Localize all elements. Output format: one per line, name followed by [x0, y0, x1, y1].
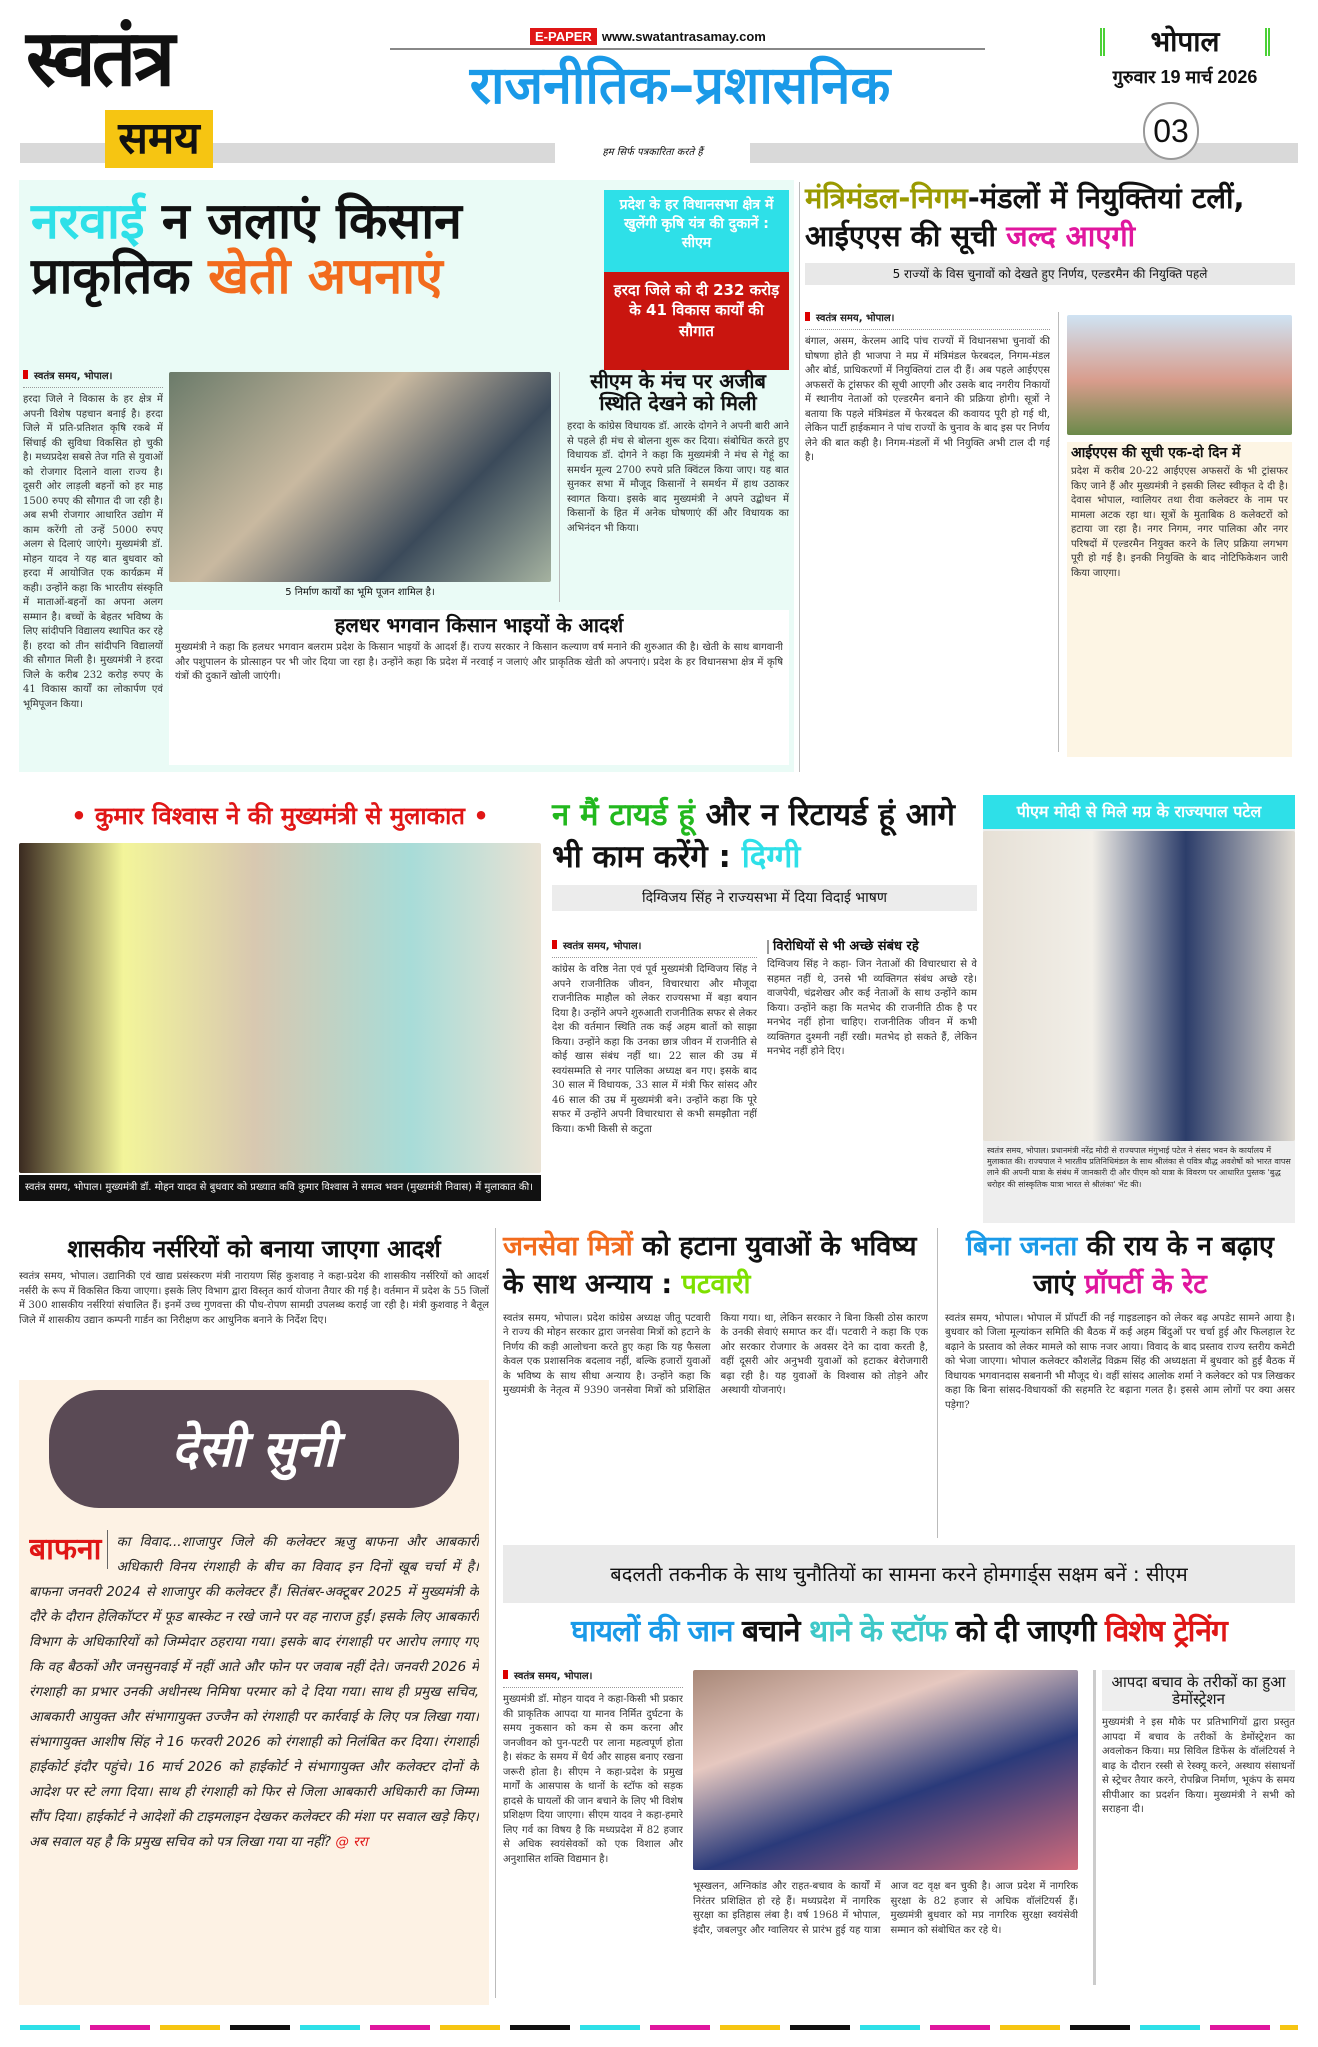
- kumar-story: [19, 795, 541, 1223]
- digvijay-headline: [552, 795, 977, 879]
- photo-caption: स्वतंत्र समय, भोपाल। प्रधानमंत्री नरेंद्र मोदी से राज्यपाल मंगुभाई पटेल ने संसद भवन के कार्यालय में मुलाकात की। राज्यपाल ने भारतीय प्रतिनिधिमंडल के साथ श्रीलंका से पवित्र बौद्ध अवशेषों को भारत वापस लाने की अपनी यात्रा के संबंध में जानकारी दी और पीएम को यात्रा के विवरण पर आधारित पुस्तक 'बुद्ध धरोहर की सांस्कृतिक यात्रा भारत से श्रीलंका' भेंट की।: [987, 1146, 1291, 1189]
- lead-headline: [31, 194, 601, 304]
- property-headline: [945, 1228, 1295, 1304]
- modi-headline: पीएम मोदी से मिले मप्र के राज्यपाल पटेल: [983, 795, 1295, 829]
- deck: बदलती तकनीक के साथ चुनौतियों का सामना करने होमगार्ड्स सक्षम बनें : सीएम: [503, 1545, 1295, 1603]
- photo-demonstration: [693, 1670, 1078, 1870]
- appointments-headline: [805, 180, 1295, 255]
- article-body: मुख्यमंत्री ने इस मौके पर प्रतिभागियों द्वारा प्रस्तुत आपदा में बचाव के तरीकों के डेमोंस्ट्रेशन का अवलोकन किया। मप्र सिविल डिफेंस के वॉलंटियर्स ने बाढ़ के दौरान रस्सी से रेस्क्यू करने, अस्थाय संसाधनों से स्ट्रेचर तैयार करने, रोपब्रिज निर्माण, भूकंप के समय सीपीआर का प्रदर्शन किया। मुख्यमंत्री ने सभी को सराहना दी।: [1102, 1717, 1295, 1815]
- homeguard-story: [503, 1545, 1295, 2005]
- byline: स्वतंत्र समय, भोपाल।: [503, 1670, 683, 1688]
- headline-part: नरवाई: [31, 192, 145, 250]
- article-body: दिग्विजय सिंह ने कहा- जिन नेताओं की विचारधारा से वे सहमत नहीं थे, उनसे भी व्यक्तिगत संबंध अच्छे रहे। वाजपेयी, चंद्रशेखर और कई नेताओं के साथ उन्होंने काम किया। उन्होंने कहा कि मतभेद की राजनीति ठीक है पर मनभेद नहीं होना चाहिए। राजनीतिक जीवन में कभी व्यक्तिगत दुश्मनी नहीं रखी। मतभेद हो सकते हैं, लेकिन मनभेद नहीं होने दिए।: [767, 959, 977, 1058]
- photo-caption: स्वतंत्र समय, भोपाल। मुख्यमंत्री डॉ. मोहन यादव से बुधवार को प्रख्यात कवि कुमार विश्वास ने समत्व भवन (मुख्यमंत्री निवास) में मुलाकात की।: [19, 1175, 541, 1201]
- epaper-link[interactable]: [530, 28, 766, 46]
- subheading: आईएएस की सूची एक-दो दिन में: [1071, 445, 1241, 461]
- nurseries-story: [19, 1228, 489, 1373]
- headline-part: न जलाएं किसान: [161, 192, 462, 250]
- headline-part: प्रॉपर्टी के रेट: [1084, 1268, 1207, 1300]
- edition-date: गुरुवार 19 मार्च 2026: [1112, 67, 1258, 87]
- lead-story: [19, 180, 794, 772]
- article-body: भूस्खलन, अग्निकांड और राहत-बचाव के कार्यों में निरंतर प्रशिक्षित हो रहे हैं। मध्यप्रदेश में नागरिक सुरक्षा का इतिहास लंबा है। वर्ष 1968 में भोपाल, इंदौर, जबलपुर और ग्वालियर से प्रारंभ हुई यह यात्रा आज वट वृक्ष बन चुकी है। आज प्रदेश में नागरिक सुरक्षा के 82 हजार से अधिक वॉलंटियर्स हैं। मुख्यमंत्री बुधवार को मप्र नागरिक सुरक्षा स्वयंसेवी सम्मान को संबोधित कर रहे थे।: [693, 1881, 1078, 1936]
- photo-caption: 5 निर्माण कार्यों का भूमि पूजन शामिल है।: [285, 587, 435, 598]
- article-body: स्वतंत्र समय, भोपाल। उद्यानिकी एवं खाद्य प्रसंस्करण मंत्री नारायण सिंह कुशवाह ने कहा-प्रदेश की शासकीय नर्सरियों को आदर्श नर्सरी के रूप में विकसित किया जाएगा। इसके लिए विभाग द्वारा विस्तृत कार्य योजना तैयार की गई है। वर्तमान में प्रदेश के 55 जिलों में 300 शासकीय नर्सरियां संचालित हैं। इनमें उच्च गुणवत्ता की पौध-रोपण सामग्री उपलब्ध कराई जा रही है। मंत्री कुशवाह ने बैतूल जिले में शासकीय उद्यान कम्पनी गार्डन का निरीक्षण कर आधुनिक बनाने के निर्देश दिए।: [19, 1271, 489, 1326]
- headline-part: बचाने: [741, 1614, 800, 1649]
- headline-part: की राय के न बढ़ाए जाएं: [1033, 1231, 1274, 1300]
- article-body: हरदा जिले ने विकास के हर क्षेत्र में अपनी विशेष पहचान बनाई है। हरदा जिले में प्रति-प्रतिशत कृषि रकबे में सिंचाई की सुविधा विकसित हो चुकी है। मध्यप्रदेश सबसे तेज गति से युवाओं को रोजगार दिलाने वाला राज्य है। दूसरी ओर लाड़ली बहनों को हर माह 1500 रुपए की सौगात दी जा रही है। अब सभी रोजगार आधारित उद्योग में काम करेंगी तो उन्हें 5000 रुपए अलग से दिलाएं जाएंगे। मुख्यमंत्री डॉ. मोहन यादव ने यह बात बुधवार को हरदा में आयोजित एक कार्यक्रम में कही। उन्होंने कहा कि भारतीय संस्कृति में माताओं-बहनों का अपना अलग सम्मान है। बच्चों के बेहतर भविष्य के लिए सांदीपनि विद्यालय स्थापित कर रहे हैं। हरदा को तीन सांदीपनि विद्यालयों की सौगात मिली है। मुख्यमंत्री ने हरदा जिले के करीब 232 करोड़ रुपए के 41 विकास कार्यों का लोकार्पण एवं भूमिपूजन किया।: [23, 394, 163, 710]
- page-number: 03: [1143, 102, 1199, 160]
- property-story: [945, 1228, 1295, 1538]
- subheading: हलधर भगवान किसान भाइयों के आदर्श: [334, 613, 624, 637]
- kumar-headline: • कुमार विश्वास ने की मुख्यमंत्री से मुलाकात •: [71, 802, 489, 830]
- section-title: राजनीतिक–प्रशासनिक: [469, 56, 891, 116]
- nurseries-headline: शासकीय नर्सरियों को बनाया जाएगा आदर्श: [67, 1235, 441, 1263]
- article-body: मुख्यमंत्री डॉ. मोहन यादव ने कहा-किसी भी प्रकार की प्राकृतिक आपदा या मानव निर्मित दुर्घटना के समय नुकसान को कम से कम करना और जनजीवन को पुन-पटरी पर लाना महत्वपूर्ण होता है। संकट के समय में धैर्य और साहस बनाए रखना जरूरी होता है। सीएम ने कहा-प्रदेश के प्रमुख मार्गों के आसपास के थानों के स्टॉफ को सड़क हादसे के घायलों की जान बचाने के लिए भी विशेष प्रशिक्षण दिया जाएगा। सीएम यादव ने कहा-हमारे लिए गर्व का विषय है कि मध्यप्रदेश में 82 हजार से अधिक स्वयंसेवकों को एक विशाल और अनुशासित शक्ति विद्यमान है।: [503, 1694, 683, 1865]
- deck: दिग्विजय सिंह ने राज्यसभा में दिया विदाई भाषण: [552, 885, 977, 911]
- appointments-story: [805, 180, 1295, 772]
- column-text: का विवाद...शाजापुर जिले की कलेक्टर ऋजु बाफना और आबकारी अधिकारी विनय रंगशाही के बीच का विवाद इन दिनों खूब चर्चा में है। बाफना जनवरी 2024 से शाजापुर की कलेक्टर हैं। सितंबर-अक्टूबर 2025 में मुख्यमंत्री के दौरे के दौरान हेलिकॉप्टर में फूड बास्केट न रखे जाने पर वह नाराज हुईं। इसके लिए आबकारी विभाग के अधिकारियों को जिम्मेदार ठहराया गया। इसके बाद रंगशाही पर आरोप लगाए गए कि वह बैठकों और जनसुनवाई में नहीं आते और फोन पर जवाब नहीं देते। जनवरी 2026 में रंगशाही का प्रभार उनकी अधीनस्थ निमिषा परमार को दे दिया गया। साथ ही प्रमुख सचिव, आबकारी आयुक्त और संभागायुक्त उज्जैन को रंगशाही पर कार्रवाई के लिए पत्र लिखा गया। संभागायुक्त आशीष सिंह ने 16 फरवरी 2026 को रंगशाही को निलंबित कर दिया। रंगशाही हाईकोर्ट इंदौर पहुंचे। 16 मार्च 2026 को हाईकोर्ट ने संभागायुक्त और कलेक्टर दोनों के आदेश पर स्टे लगा दिया। साथ ही रंगशाही को फिर से जिला आबकारी अधिकारी का जिम्मा सौंप दिया। हाईकोर्ट ने आदेशों की टाइमलाइन देखकर कलेक्टर की मंशा पर सवाल खड़े किए। अब सवाल यह है कि प्रमुख सचिव को पत्र लिखा गया या नहीं?: [29, 1534, 479, 1850]
- janseva-headline: [503, 1228, 928, 1304]
- subheading: सीएम के मंच पर अजीब स्थिति देखने को मिली: [590, 369, 766, 415]
- headline-part: जल्द आएगी: [1006, 218, 1136, 253]
- modi-story: [983, 795, 1295, 1223]
- headline-part: को दी जाएगी: [955, 1614, 1096, 1649]
- side-box-red: हरदा जिले को दी 232 करोड़ के 41 विकास कार्यों की सौगात: [604, 272, 789, 370]
- photo-building: [1067, 315, 1292, 435]
- article-body: मुख्यमंत्री ने कहा कि हलधर भगवान बलराम प्रदेश के किसान भाइयों के आदर्श हैं। राज्य सरकार ने किसान कल्याण वर्ष मनाने की शुरुआत की है। खेती के साथ बागवानी और पशुपालन के प्रोत्साहन पर भी जोर दिया जा रहा है। उन्होंने कहा कि प्रदेश में नरवाई न जलाएं और प्राकृतिक खेती को अपनाएं। प्रदेश के हर विधानसभा क्षेत्र में कृषि यंत्रों की दुकानें खोली जाएंगी।: [175, 642, 783, 682]
- column-keyword: बाफना: [29, 1530, 108, 1569]
- headline-text: कुमार विश्वास ने की मुख्यमंत्री से मुलाकात: [95, 802, 465, 830]
- headline-part: को हटाना युवाओं के भविष्य के साथ अन्याय :: [503, 1231, 917, 1300]
- byline: स्वतंत्र समय, भोपाल।: [805, 312, 1050, 330]
- headline-part: और न रिटायर्ड हूं आगे भी काम करेंगे :: [552, 797, 955, 875]
- subheading: विरोधियों से भी अच्छे संबंध रहे: [767, 940, 977, 954]
- divider: [390, 48, 985, 50]
- article-body: बंगाल, असम, केरलम आदि पांच राज्यों में विधानसभा चुनावों की घोषणा होते ही भाजपा ने मप्र में मंत्रिमंडल फेरबदल, निगम-मंडल और बोर्ड, प्राधिकरणों में नियुक्तियां टाल दी हैं। अब पहले आईएएस अफसरों के ट्रांसफर की सूची आएगी और उसके बाद नगरीय निकायों में स्थानीय नेताओं को एल्डरमैन बनाने की प्रक्रिया होगी। सूत्रों ने बताया कि पहले मंत्रिमंडल में फेरबदल की कवायद पूरी हो गई थी, लेकिन पार्टी हाईकमान ने पांच राज्यों के चुनाव के बाद इस पर निर्णय लेने की बात कही है। निगम-मंडलों में भी नियुक्ति अभी टाल दी गई है।: [805, 336, 1050, 463]
- side-box-cyan: प्रदेश के हर विधानसभा क्षेत्र में खुलेंगी कृषि यंत्र की दुकानें : सीएम: [604, 190, 789, 272]
- column-body: [29, 1530, 479, 1995]
- headline-part: थाने के स्टॉफ: [809, 1614, 947, 1649]
- footer-color-bar: [20, 2025, 1298, 2030]
- subheading: आपदा बचाव के तरीकों का हुआ डेमोंस्ट्रेशन: [1102, 1670, 1295, 1711]
- signature: @ ररा: [335, 1833, 368, 1850]
- headline-part: मंत्रिमंडल-निगम: [805, 181, 968, 215]
- article-body: प्रदेश में करीब 20-22 आईएएस अफसरों के भी ट्रांसफर किए जाने हैं और मुख्यमंत्री ने इसकी लिस्ट स्वीकृत दे दी है। देवास भोपाल, ग्वालियर तथा रीवा कलेक्टर के नाम पर मामला अटक रहा था। सूत्रों के मुताबिक 8 कलेक्टरों को हटाया जा रहा है। नगर निगम, नगर पालिका और नगर परिषदों में एल्डरमैन नियुक्त करने के लिए प्रक्रिया लगभग पूरी हो गई है। इनकी नियुक्ति के बाद नोटिफिकेशन जारी किया जाएगा।: [1071, 466, 1288, 579]
- deck: 5 राज्यों के विस चुनावों को देखते हुए निर्णय, एल्डरमैन की नियुक्ति पहले: [805, 263, 1295, 285]
- website[interactable]: www.swatantrasamay.com: [601, 29, 766, 44]
- edition-city: भोपाल: [1100, 28, 1270, 56]
- headline-part: -मंडलों में नियुक्तियां टलीं, आईएएस की सूची: [805, 181, 1245, 253]
- byline: स्वतंत्र समय, भोपाल।: [23, 370, 163, 388]
- headline-part: खेती अपनाएं: [208, 247, 443, 305]
- logo: स्वतंत्र: [26, 14, 172, 104]
- photo-cm-tractor: [169, 372, 551, 582]
- headline-part: बिना जनता: [966, 1231, 1078, 1262]
- article-body: स्वतंत्र समय, भोपाल। प्रदेश कांग्रेस अध्यक्ष जीतू पटवारी ने राज्य की मोहन सरकार द्वारा जनसेवा मित्रों को हटाने के निर्णय की कड़ी आलोचना करते हुए कहा कि यह फैसला केवल एक प्रशासनिक बदलाव नहीं, बल्कि हजारों युवाओं के भविष्य के साथ सीधा अन्याय है। उन्होंने कहा कि मुख्यमंत्री के नेतृत्व में 9390 जनसेवा मित्रों को प्रशिक्षित किया गया। था, लेकिन सरकार ने बिना किसी ठोस कारण के उनकी सेवाएं समाप्त कर दीं। पटवारी ने कहा कि एक ओर सरकार रोजगार के अवसर देने का दावा करती है, वहीं दूसरी ओर अनुभवी युवाओं को हटाकर बेरोजगारी बढ़ा रही है। यह युवाओं के विश्वास को तोड़ने और अस्थायी योजनाएं।: [503, 1312, 928, 1397]
- photo-modi-patel: [983, 831, 1295, 1141]
- headline-part: दिग्गी: [741, 838, 801, 875]
- headline-part: प्राकृतिक: [31, 247, 191, 305]
- janseva-story: [503, 1228, 928, 1538]
- article-body: हरदा के कांग्रेस विधायक डॉ. आरके दोगने ने अपनी बारी आने से पहले ही मंच से बोलना शुरू कर दिया। संबोधित करते हुए विधायक डॉ. दोगने ने कहा कि मुख्यमंत्री ने मंच से गेहूं का समर्थन मूल्य 2700 रुपये प्रति क्विंटल किया जाए। यह बात सुनकर सभा में मौजूद किसानों ने समर्थन में हाथ उठाकर स्वागत किया। इसके बाद मुख्यमंत्री ने अपने उद्बोधन में किसानों के हित में अनेक घोषणाएं कीं और विधायक का अभिनंदन भी किया।: [567, 421, 789, 534]
- digvijay-story: [552, 795, 977, 1223]
- headline-part: पटवारी: [681, 1268, 751, 1300]
- tagline: हम सिर्फ पत्रकारिता करते हैं: [555, 143, 750, 163]
- article-body: कांग्रेस के वरिष्ठ नेता एवं पूर्व मुख्यमंत्री दिग्विजय सिंह ने अपने राजनीतिक जीवन, विचारधारा और मौजूदा राजनीतिक माहौल को लेकर राज्यसभा में बड़ा बयान दिया है। उन्होंने अपने शुरुआती राजनीतिक सफर से लेकर देश की वर्तमान स्थिति तक कई अहम बातों को साझा किया। उन्होंने कहा कि उनका छात्र जीवन में राजनीति से कोई खास संबंध नहीं था। 22 साल की उम्र में स्वयंसम्मति से नगर पालिका अध्यक्ष बन गए। इसके बाद 30 साल में विधायक, 33 साल में मंत्री फिर सांसद और 46 साल की उम्र में मुख्यमंत्री बने। उन्होंने कहा कि पूरे सफर में उन्होंने अपनी विचारधारा से कभी समझौता नहीं किया। कभी किसी से कटुता: [552, 964, 757, 1135]
- column-title: देसी सुनी: [49, 1390, 459, 1508]
- desi-suni-column: [19, 1380, 489, 2005]
- headline-part: न मैं टायर्ड हूं: [552, 797, 695, 833]
- logo-sub: समय: [105, 110, 213, 168]
- headline-part: जनसेवा मित्रों: [503, 1231, 633, 1262]
- photo-kumar-cm: [19, 843, 541, 1173]
- headline-part: घायलों की जान: [571, 1614, 733, 1649]
- epaper-badge: E-PAPER: [530, 28, 597, 45]
- article-body: स्वतंत्र समय, भोपाल। भोपाल में प्रॉपर्टी की नई गाइडलाइन को लेकर बढ़ अपडेट सामने आया है। बुधवार को जिला मूल्यांकन समिति की बैठक में कई अहम बिंदुओं पर चर्चा हुई और फिलहाल रेट बढ़ाने के प्रस्ताव को लेकर मामले को साफ नजर आया। विवाद के बाद प्रस्ताव राज्य स्तरीय कमेटी को भेजा जाएगा। भोपाल कलेक्टर कौशलेंद्र विक्रम सिंह की अध्यक्षता में बुधवार को हुई बैठक में विधायक भगवानदास सबनानी भी मौजूद थे। वहीं सांसद आलोक शर्मा ने कलेक्टर को पत्र लिखकर कहा कि बिना सांसद-विधायकों की सहमति रेट बढ़ाना गलत है। इससे आम लोगों पर क्या असर पड़ेगा?: [945, 1312, 1295, 1411]
- headline-part: विशेष ट्रेनिंग: [1104, 1614, 1227, 1649]
- byline: स्वतंत्र समय, भोपाल।: [552, 940, 757, 958]
- homeguard-headline: [503, 1615, 1295, 1648]
